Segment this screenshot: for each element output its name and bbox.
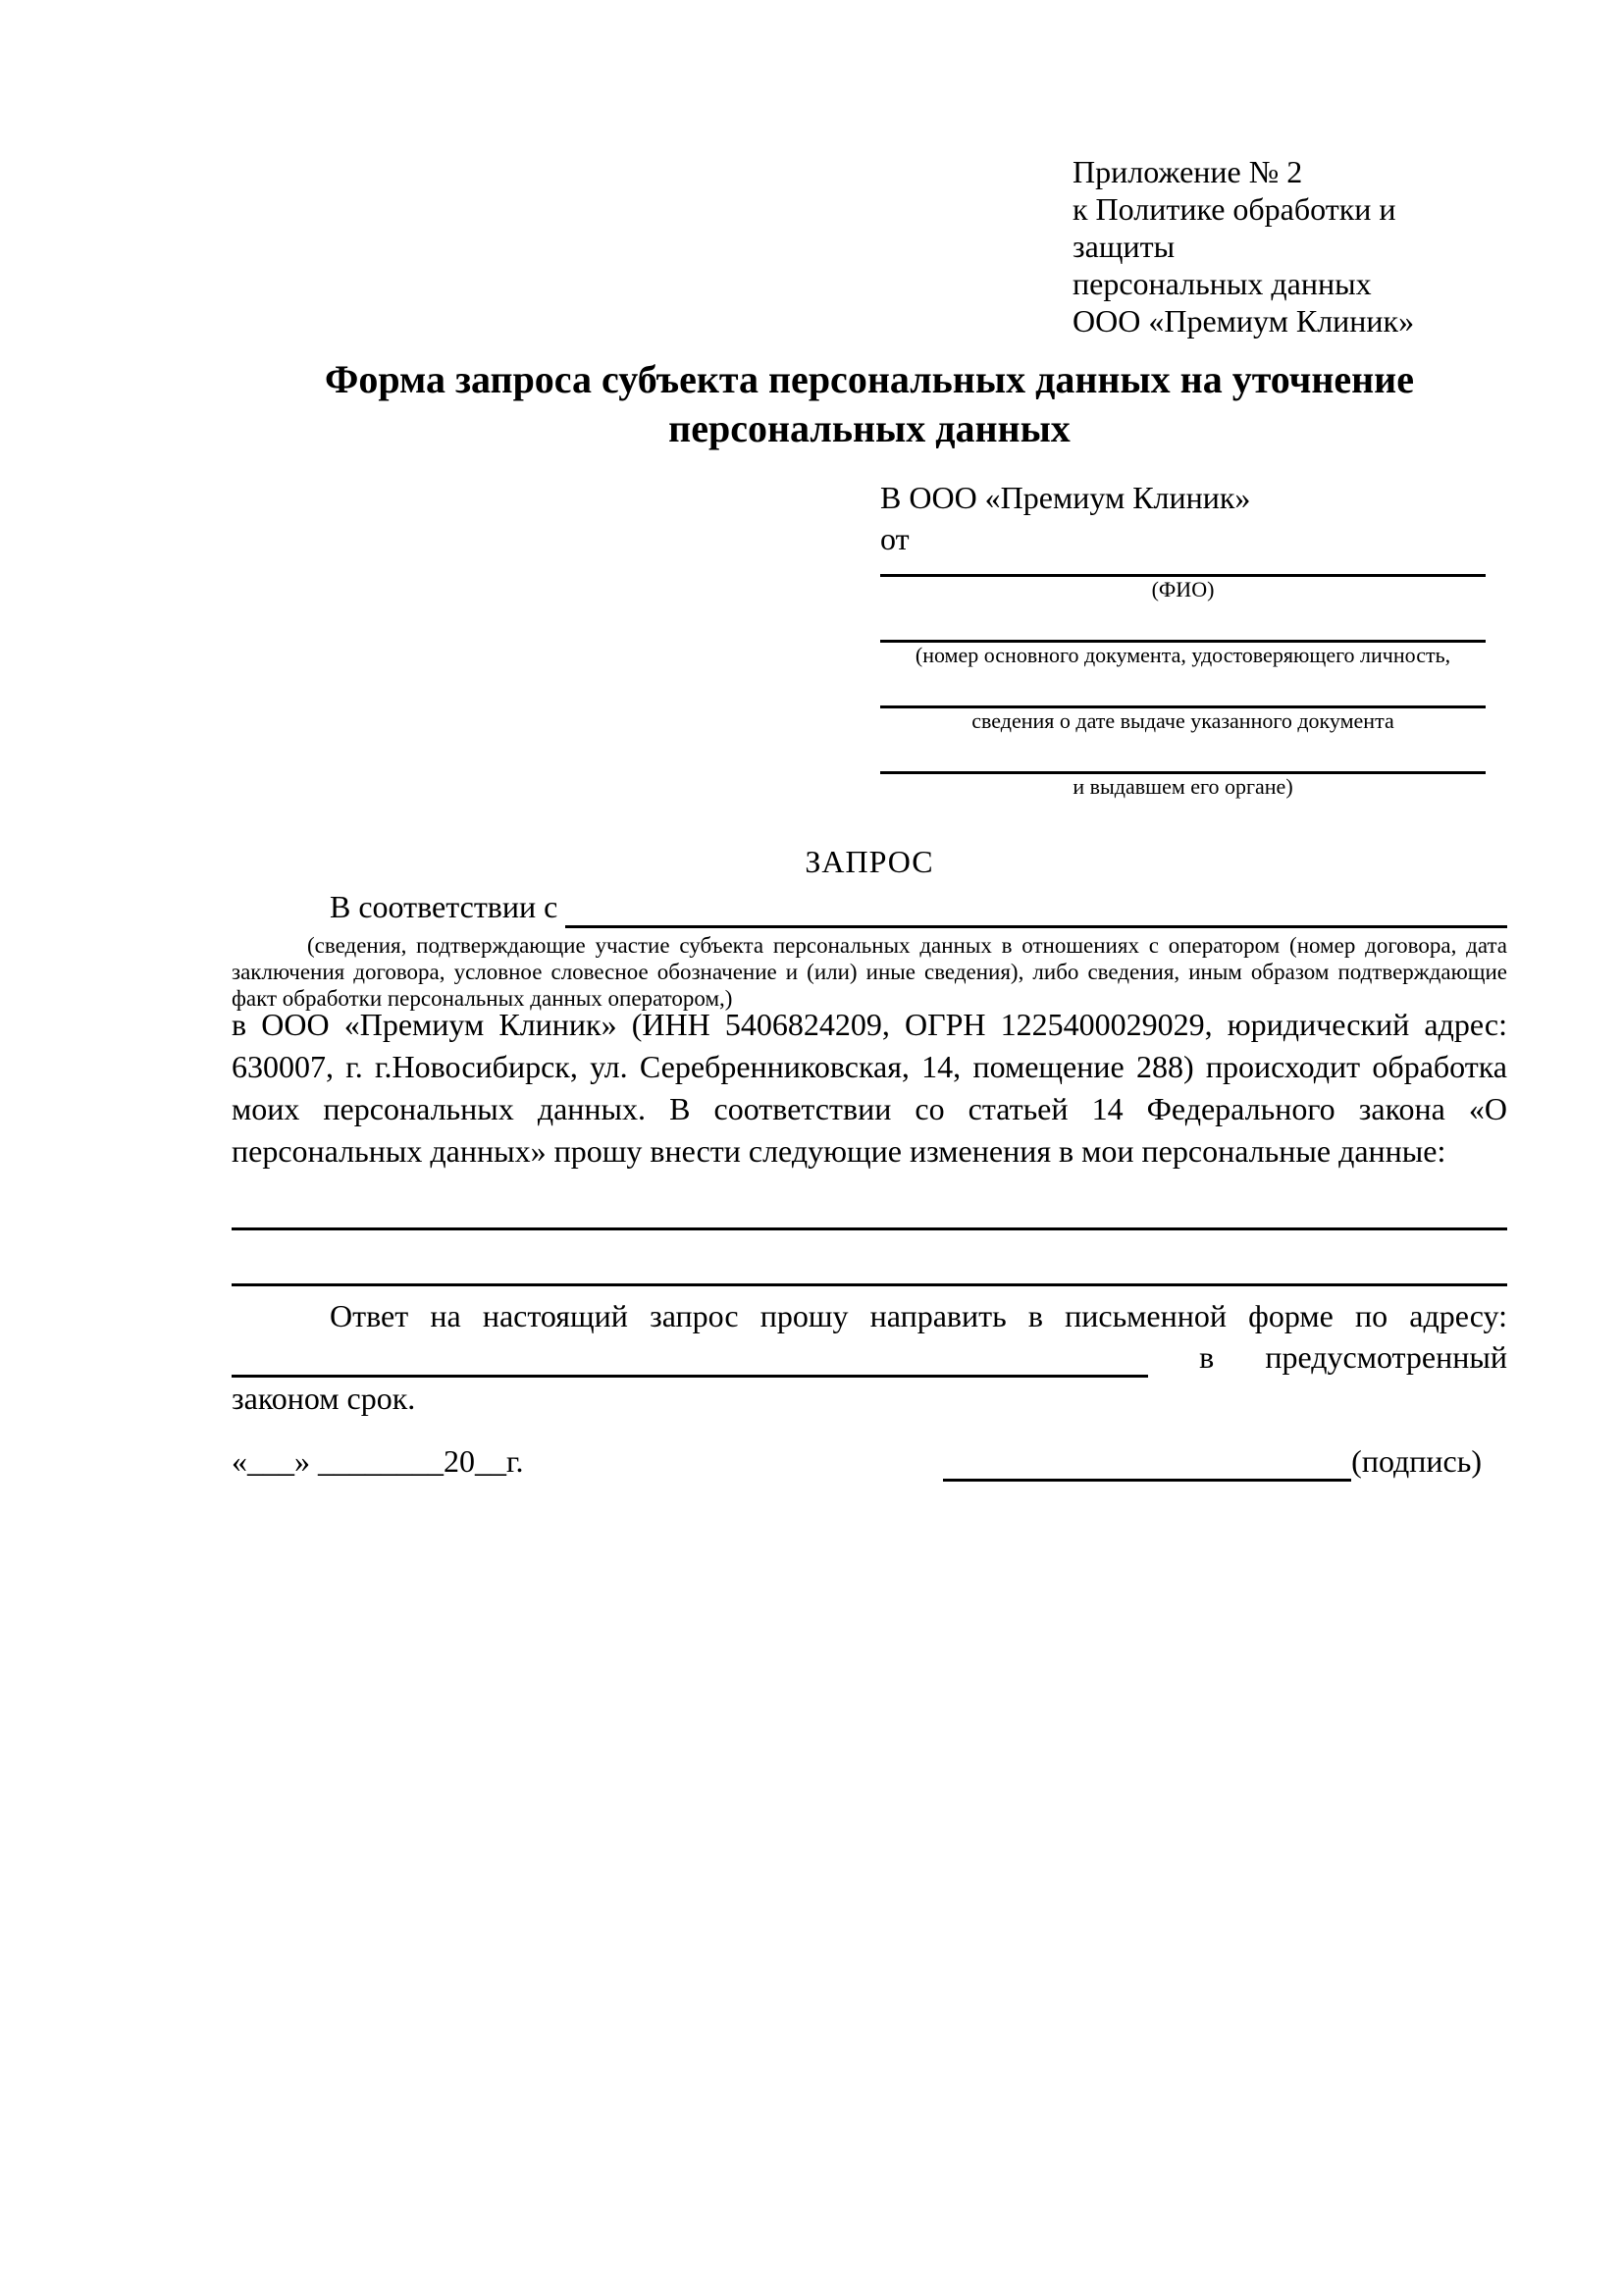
date-blank-text: «___» ________20__г.: [232, 1443, 524, 1479]
answer-line-2: [232, 1336, 1507, 1378]
answer-word-v: в: [1199, 1339, 1215, 1375]
answer-line-1: Ответ на настоящий запрос прошу направить в письменной форме по адресу:: [330, 1298, 1507, 1333]
fio-caption: (ФИО): [1151, 577, 1215, 601]
issue-date-field-line: [880, 668, 1486, 708]
blank-write-line: [232, 1227, 1507, 1230]
issuing-authority-field-line: [880, 734, 1486, 774]
addressee-from-label: от: [880, 521, 910, 556]
answer-word-predusmotrennyj: предусмотренный: [1265, 1339, 1507, 1375]
body-paragraph: в ООО «Премиум Клиник» (ИНН 5406824209, ОГРН 1225400029029, юридический адрес: 630007, г. г.Новосибирск, ул. Серебренниковская, 14, помещение 288) происходит обработка моих персональных данных. В соответствии со статьей 14 Федерального закона «О персональных данных» прошу внести следующие изменения в мои персональные данные:: [232, 1007, 1507, 1169]
appendix-line: ООО «Премиум Клиник»: [1073, 303, 1415, 339]
appendix-line: персональных данных: [1073, 266, 1372, 301]
answer-line-3: законом срок.: [232, 1381, 416, 1416]
appendix-line: к Политике обработки и защиты: [1073, 191, 1396, 264]
date-signature-row: [232, 1440, 1507, 1482]
signature-group: [943, 1440, 1482, 1482]
intro-blank-line: [565, 889, 1507, 928]
addressee-block: [880, 477, 1486, 800]
addressee-to: В ООО «Премиум Клиник»: [880, 480, 1251, 515]
issuing-authority-caption: и выдавшем его органе): [1073, 774, 1293, 799]
appendix-header: [1073, 153, 1504, 339]
fio-field-line: [880, 559, 1486, 577]
signature-caption: (подпись): [1351, 1443, 1482, 1479]
document-title: Форма запроса субъекта персональных данных на уточнение персональных данных: [325, 357, 1414, 450]
document-number-caption: (номер основного документа, удостоверяющего личность,: [915, 643, 1451, 667]
blank-write-line: [232, 1283, 1507, 1286]
issue-date-caption: сведения о дате выдаче указанного документа: [971, 708, 1394, 733]
footnote-paragraph: (сведения, подтверждающие участие субъекта персональных данных в отношениях с оператором (номер договора, дата заключения договора, условное словесное обозначение и (или) иные сведения), либо сведения, иным образом подтверждающие факт обработки персональных данных оператором,): [232, 933, 1507, 1011]
document-number-field-line: [880, 602, 1486, 643]
signature-blank-line: [943, 1444, 1351, 1482]
appendix-line: Приложение № 2: [1073, 154, 1303, 189]
request-heading: ЗАПРОС: [805, 844, 934, 879]
address-blank-line: [232, 1340, 1148, 1378]
intro-text: В соответствии с: [330, 889, 558, 924]
intro-row: [232, 885, 1507, 928]
